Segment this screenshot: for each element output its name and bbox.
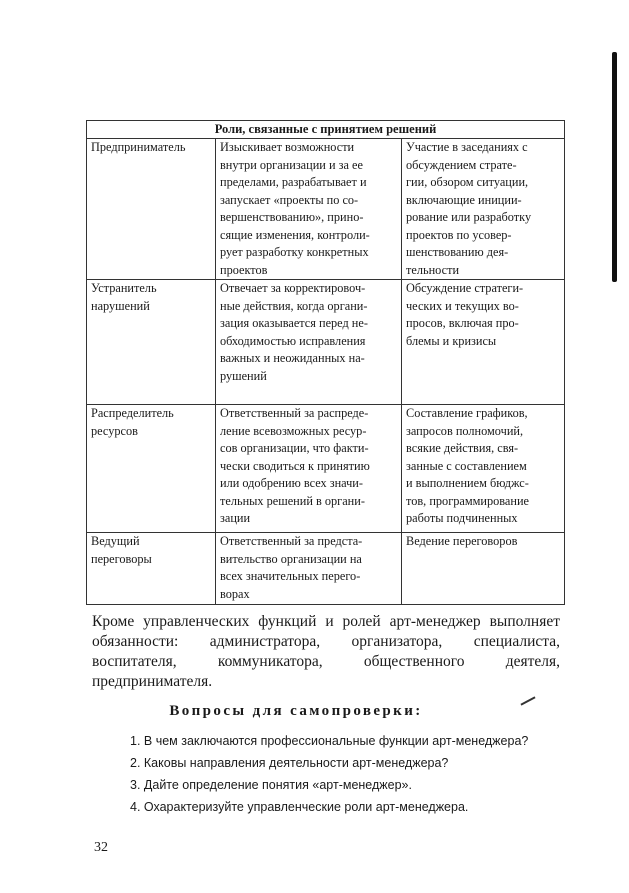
table-row	[87, 139, 565, 280]
cell-text-line: или одобрению всех значи-	[220, 476, 363, 490]
cell-text-line: рушений	[220, 368, 267, 383]
role-cell	[87, 139, 216, 280]
question-item: 4. Охарактеризуйте управленческие роли арт-менеджера.	[130, 800, 469, 814]
cell-text-line: пределами, разрабатывает и	[220, 175, 367, 189]
question-item: 1. В чем заключаются профессиональные функции арт-менеджера?	[130, 734, 529, 748]
cell-text-line: ные действия, когда органи-	[220, 298, 368, 313]
cell-text-line: Обсуждение стратеги-	[406, 281, 524, 295]
cell-text-line: рование или разработку	[406, 210, 532, 224]
cell-text-line: тельности	[406, 262, 460, 277]
cell-text-line: тельных решений в органи-	[220, 493, 365, 508]
cell-text-line: гии, обзором ситуации,	[406, 175, 529, 189]
cell-text-line: Ответственный за распреде-	[220, 406, 369, 420]
cell-text-line: Ответственный за предста-	[220, 534, 363, 548]
cell-text-line: Предприниматель	[91, 140, 186, 154]
cell-text-line: рует разработку конкретных	[220, 245, 369, 259]
activity-cell	[402, 139, 565, 280]
questions-list	[130, 730, 528, 818]
cell-text-line: обсуждением страте-	[406, 157, 517, 172]
activity-cell	[402, 280, 565, 405]
cell-text-line: включающие иниции-	[406, 192, 522, 207]
role-cell	[87, 280, 216, 405]
body-paragraph: Кроме управленческих функций и ролей арт-менеджер выполняет обязанности: администратора, организатора, специалиста, воспитателя, коммуникатора, общественного деятеля, предпринимателя.	[92, 613, 560, 690]
cell-text-line: Устранитель	[91, 281, 157, 295]
table-row	[87, 280, 565, 405]
cell-text-line: Ведение переговоров	[406, 534, 518, 548]
cell-text-line: тов, программирование	[406, 493, 530, 508]
cell-text-line: Составление графиков,	[406, 406, 528, 420]
role-cell	[87, 533, 216, 605]
section-heading: Вопросы для самопроверки:	[169, 703, 423, 719]
description-cell	[216, 533, 402, 605]
activity-cell	[402, 533, 565, 605]
cell-text-line: сов организации, что факти-	[220, 441, 369, 455]
role-cell	[87, 405, 216, 533]
description-cell	[216, 139, 402, 280]
description-cell	[216, 280, 402, 405]
cell-text-line: важных и неожиданных на-	[220, 351, 365, 365]
table-row	[87, 405, 565, 533]
cell-text-line: проектов по усовер-	[406, 227, 512, 242]
cell-text-line: и выполнением бюджс-	[406, 476, 529, 490]
scan-edge-mark	[612, 52, 617, 282]
cell-text-line: проектов	[220, 262, 268, 277]
cell-text-line: ление всевозможных ресур-	[220, 423, 367, 438]
question-item: 3. Дайте определение понятия «арт-менеджер».	[130, 778, 412, 792]
cell-text-line: Ведущий	[91, 534, 140, 548]
cell-text-line: зации	[220, 511, 251, 525]
cell-text-line: зация оказывается перед не-	[220, 316, 368, 330]
cell-text-line: переговоры	[91, 551, 152, 566]
cell-text-line: вершенствованию», прино-	[220, 210, 364, 224]
cell-text-line: работы подчиненных	[406, 511, 518, 525]
cell-text-line: обходимостью исправления	[220, 333, 366, 348]
cell-text-line: запросов полномочий,	[406, 423, 524, 438]
roles-table	[86, 120, 565, 605]
table-header: Роли, связанные с принятием решений	[87, 121, 565, 139]
pencil-mark	[520, 696, 535, 705]
activity-cell	[402, 405, 565, 533]
cell-text-line: ресурсов	[91, 423, 138, 438]
table-body	[87, 139, 565, 605]
cell-text-line: ворах	[220, 586, 250, 601]
cell-text-line: всякие действия, свя-	[406, 441, 519, 455]
cell-text-line: Участие в заседаниях с	[406, 140, 528, 154]
cell-text-line: запускает «проекты по со-	[220, 192, 359, 207]
question-item: 2. Каковы направления деятельности арт-менеджера?	[130, 756, 449, 770]
cell-text-line: просов, включая про-	[406, 316, 519, 330]
table-header-row	[87, 121, 565, 139]
cell-text-line: нарушений	[91, 298, 150, 313]
page-number: 32	[94, 840, 108, 855]
cell-text-line: чески сводиться к принятию	[220, 458, 370, 473]
cell-text-line: Изыскивает возможности	[220, 140, 355, 154]
cell-text-line: ческих и текущих во-	[406, 298, 519, 313]
cell-text-line: занные с составлением	[406, 458, 527, 473]
cell-text-line: блемы и кризисы	[406, 333, 497, 348]
table-row	[87, 533, 565, 605]
cell-text-line: внутри организации и за ее	[220, 157, 363, 172]
cell-text-line: всех значительных перего-	[220, 569, 361, 583]
cell-text-line: Распределитель	[91, 406, 174, 420]
cell-text-line: шенствованию дея-	[406, 245, 509, 259]
cell-text-line: вительство организации на	[220, 551, 362, 566]
cell-text-line: сящие изменения, контроли-	[220, 227, 370, 242]
cell-text-line: Отвечает за корректировоч-	[220, 281, 366, 295]
description-cell	[216, 405, 402, 533]
